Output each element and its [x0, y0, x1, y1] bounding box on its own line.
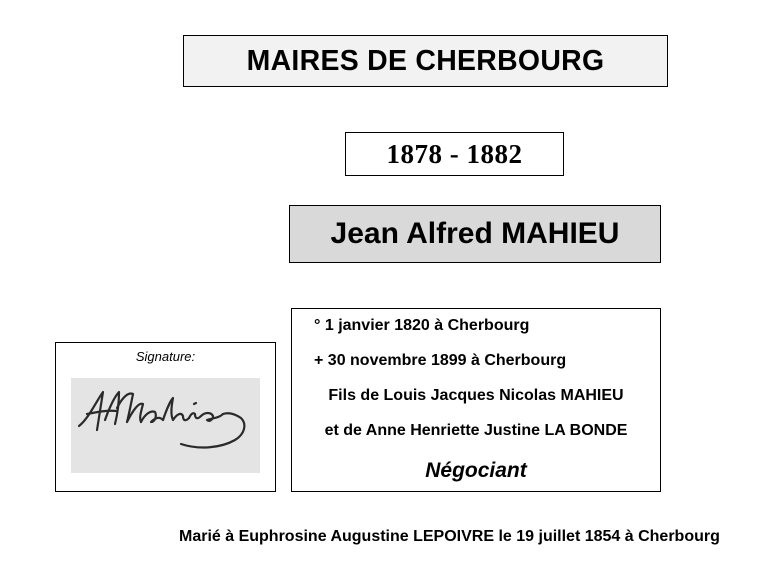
mayor-name-box — [289, 205, 661, 263]
marriage-info: Marié à Euphrosine Augustine LEPOIVRE le 19 juillet 1854 à Cherbourg — [179, 528, 720, 545]
handwritten-signature — [71, 378, 260, 473]
profession: Négociant — [425, 459, 527, 482]
signature-image — [71, 378, 260, 473]
mandate-years: 1878 - 1882 — [386, 138, 523, 169]
father-info: Fils de Louis Jacques Nicolas MAHIEU — [328, 387, 624, 404]
biography-panel — [291, 308, 661, 492]
mandate-years-box — [345, 132, 564, 176]
death-info: + 30 novembre 1899 à Cherbourg — [314, 352, 567, 369]
page-title: MAIRES DE CHERBOURG — [246, 44, 605, 77]
mother-info: et de Anne Henriette Justine LA BONDE — [324, 422, 628, 439]
signature-label: Signature: — [135, 349, 196, 364]
birth-info: ° 1 janvier 1820 à Cherbourg — [314, 317, 530, 334]
mayor-name: Jean Alfred MAHIEU — [330, 217, 620, 250]
page-title-box — [183, 35, 668, 87]
signature-panel — [55, 342, 276, 492]
